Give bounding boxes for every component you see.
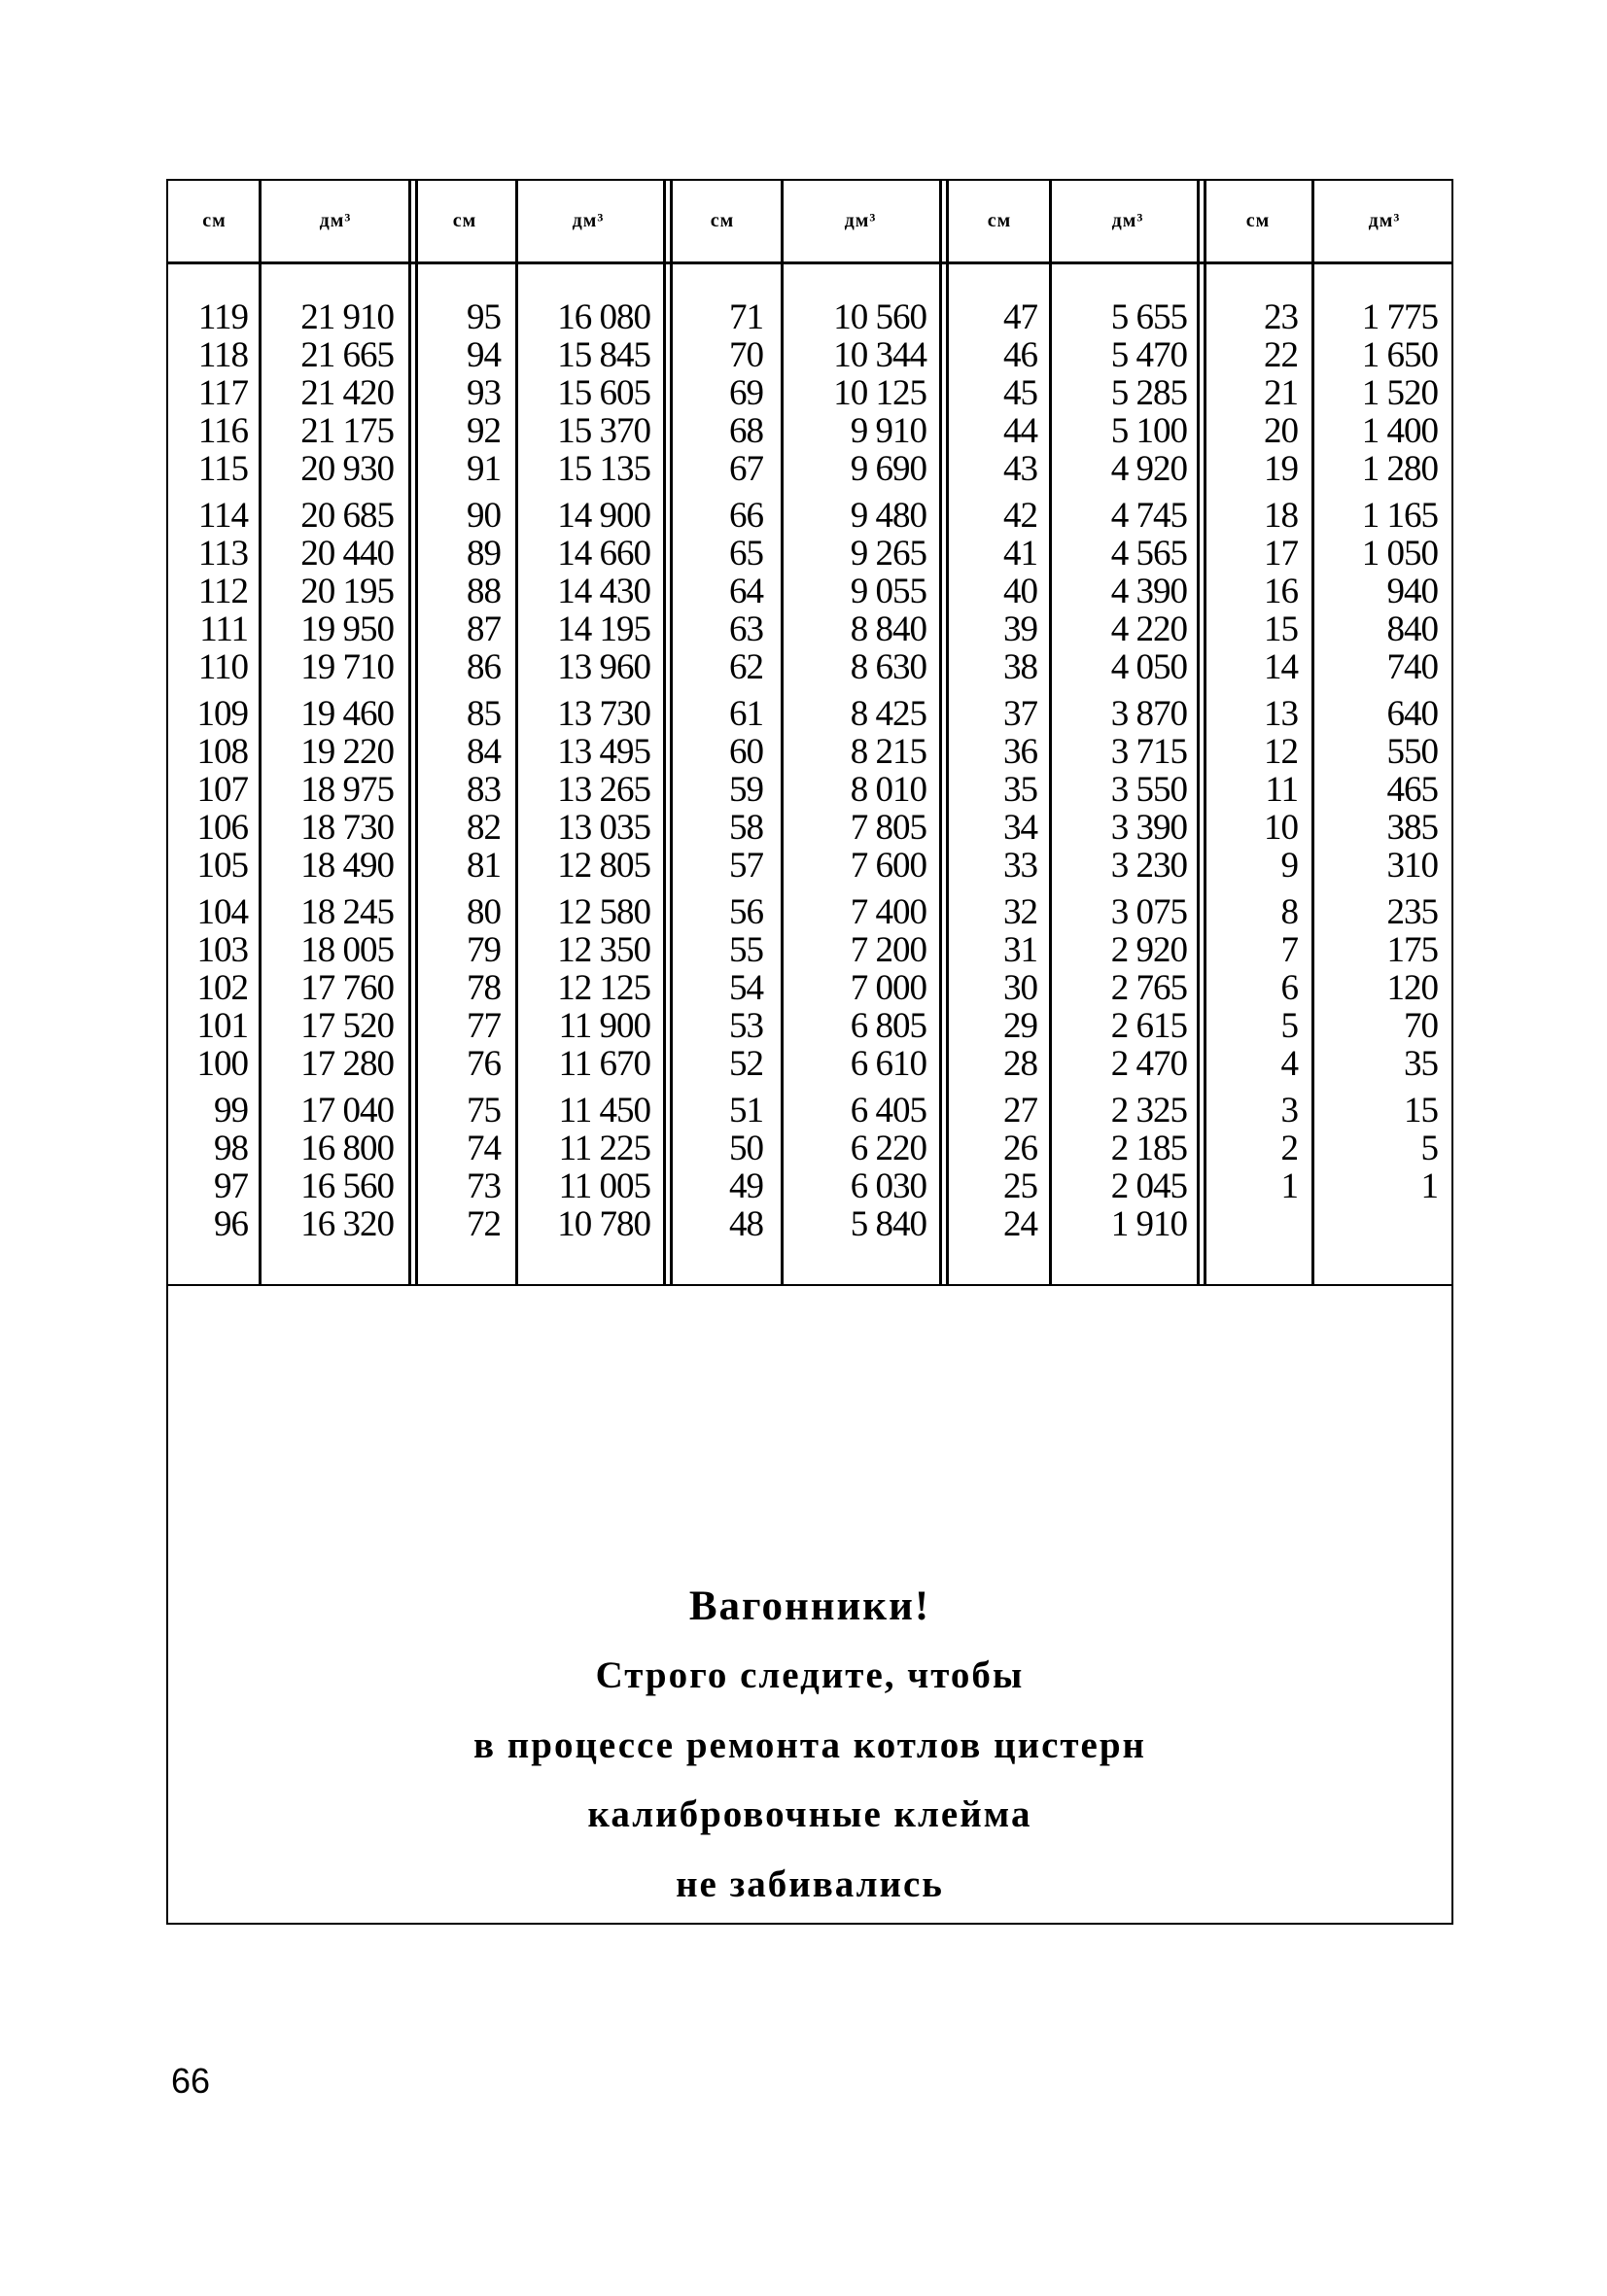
cell-cm: 48 xyxy=(729,1204,763,1244)
header-dm3-1: дм³ xyxy=(319,210,352,231)
cell-dm3: 13 265 xyxy=(557,770,650,810)
cell-cm: 24 xyxy=(1003,1204,1037,1244)
header-cm-4: см xyxy=(987,210,1012,231)
cell-dm3: 16 800 xyxy=(300,1129,394,1168)
cell-cm: 58 xyxy=(729,808,763,848)
cell-cm: 17 xyxy=(1264,534,1298,574)
cell-dm3: 13 730 xyxy=(557,694,650,734)
notice-box xyxy=(168,1286,1451,1925)
cell-dm3: 15 xyxy=(1404,1091,1438,1131)
rule-3 xyxy=(515,181,518,1284)
cell-dm3: 7 200 xyxy=(850,930,926,970)
header-dm3-3: дм³ xyxy=(844,210,877,231)
cell-cm: 95 xyxy=(467,297,501,337)
cell-dm3: 6 220 xyxy=(850,1129,926,1168)
cell-cm: 9 xyxy=(1280,846,1298,886)
cell-cm: 83 xyxy=(467,770,501,810)
cell-dm3: 6 805 xyxy=(850,1006,926,1046)
cell-cm: 101 xyxy=(196,1006,248,1046)
cell-cm: 103 xyxy=(196,930,248,970)
cell-dm3: 20 440 xyxy=(300,534,394,574)
cell-dm3: 11 670 xyxy=(558,1044,650,1084)
cell-cm: 90 xyxy=(467,496,501,536)
cell-cm: 30 xyxy=(1003,968,1037,1008)
cell-dm3: 640 xyxy=(1386,694,1438,734)
cell-cm: 81 xyxy=(467,846,501,886)
cell-cm: 108 xyxy=(196,732,248,772)
cell-dm3: 8 840 xyxy=(850,609,926,649)
cell-cm: 59 xyxy=(729,770,763,810)
rule-8b xyxy=(1204,181,1206,1284)
cell-cm: 22 xyxy=(1264,335,1298,375)
cell-dm3: 18 490 xyxy=(300,846,394,886)
cell-cm: 42 xyxy=(1003,496,1037,536)
cell-dm3: 10 344 xyxy=(833,335,926,375)
cell-dm3: 13 960 xyxy=(557,647,650,687)
rule-7 xyxy=(1049,181,1052,1284)
cell-dm3: 4 390 xyxy=(1110,572,1187,611)
cell-dm3: 840 xyxy=(1386,609,1438,649)
cell-cm: 75 xyxy=(467,1091,501,1131)
cell-cm: 11 xyxy=(1265,770,1298,810)
cell-dm3: 5 840 xyxy=(850,1204,926,1244)
cell-cm: 21 xyxy=(1264,373,1298,413)
cell-cm: 34 xyxy=(1003,808,1037,848)
cell-cm: 71 xyxy=(729,297,763,337)
cell-dm3: 14 900 xyxy=(557,496,650,536)
cell-cm: 111 xyxy=(199,609,248,649)
cell-cm: 47 xyxy=(1003,297,1037,337)
header-cm-1: см xyxy=(202,210,227,231)
cell-cm: 102 xyxy=(196,968,248,1008)
column-cm-1 xyxy=(178,298,248,1243)
cell-dm3: 19 220 xyxy=(300,732,394,772)
cell-dm3: 11 900 xyxy=(558,1006,650,1046)
cell-cm: 27 xyxy=(1003,1091,1037,1131)
cell-dm3: 2 920 xyxy=(1110,930,1187,970)
cell-dm3: 6 030 xyxy=(850,1166,926,1206)
cell-dm3: 1 165 xyxy=(1361,496,1438,536)
cell-cm: 93 xyxy=(467,373,501,413)
cell-cm: 31 xyxy=(1003,930,1037,970)
notice-line-1: Строго следите, чтобы xyxy=(595,1654,1025,1697)
cell-dm3: 12 125 xyxy=(557,968,650,1008)
column-dm3-1 xyxy=(265,298,394,1243)
cell-cm: 26 xyxy=(1003,1129,1037,1168)
cell-dm3: 2 045 xyxy=(1110,1166,1187,1206)
cell-dm3: 35 xyxy=(1404,1044,1438,1084)
cell-dm3: 1 050 xyxy=(1361,534,1438,574)
cell-dm3: 550 xyxy=(1386,732,1438,772)
cell-dm3: 3 870 xyxy=(1110,694,1187,734)
cell-dm3: 15 605 xyxy=(557,373,650,413)
cell-cm: 78 xyxy=(467,968,501,1008)
cell-dm3: 2 185 xyxy=(1110,1129,1187,1168)
cell-dm3: 10 125 xyxy=(833,373,926,413)
cell-cm: 109 xyxy=(196,694,248,734)
column-cm-2 xyxy=(423,298,501,1243)
cell-cm: 60 xyxy=(729,732,763,772)
cell-cm: 84 xyxy=(467,732,501,772)
column-dm3-2 xyxy=(520,298,650,1243)
notice-title: Вагонники! xyxy=(688,1583,931,1629)
cell-cm: 8 xyxy=(1280,892,1298,932)
cell-dm3: 10 780 xyxy=(557,1204,650,1244)
cell-dm3: 2 325 xyxy=(1110,1091,1187,1131)
cell-dm3: 16 080 xyxy=(557,297,650,337)
cell-cm: 6 xyxy=(1280,968,1298,1008)
cell-cm: 39 xyxy=(1003,609,1037,649)
cell-cm: 106 xyxy=(196,808,248,848)
cell-dm3: 17 760 xyxy=(300,968,394,1008)
cell-cm: 28 xyxy=(1003,1044,1037,1084)
cell-cm: 79 xyxy=(467,930,501,970)
cell-dm3: 21 665 xyxy=(300,335,394,375)
cell-dm3: 1 520 xyxy=(1361,373,1438,413)
cell-dm3: 1 400 xyxy=(1361,411,1438,451)
cell-dm3: 6 610 xyxy=(850,1044,926,1084)
cell-dm3: 19 460 xyxy=(300,694,394,734)
cell-cm: 35 xyxy=(1003,770,1037,810)
notice-line-2: в процессе ремонта котлов цистерн xyxy=(472,1723,1147,1766)
cell-cm: 117 xyxy=(197,373,248,413)
cell-cm: 14 xyxy=(1264,647,1298,687)
cell-dm3: 17 520 xyxy=(300,1006,394,1046)
cell-dm3: 465 xyxy=(1386,770,1438,810)
column-cm-4 xyxy=(952,298,1037,1243)
cell-dm3: 8 425 xyxy=(850,694,926,734)
rule-4b xyxy=(670,181,673,1284)
cell-dm3: 2 615 xyxy=(1110,1006,1187,1046)
header-cm-2: см xyxy=(452,210,477,231)
rule-6b xyxy=(946,181,949,1284)
cell-dm3: 1 775 xyxy=(1361,297,1438,337)
cell-cm: 23 xyxy=(1264,297,1298,337)
cell-cm: 18 xyxy=(1264,496,1298,536)
cell-cm: 19 xyxy=(1264,449,1298,489)
cell-dm3: 8 010 xyxy=(850,770,926,810)
cell-cm: 68 xyxy=(729,411,763,451)
cell-cm: 3 xyxy=(1280,1091,1298,1131)
cell-dm3: 9 910 xyxy=(850,411,926,451)
cell-dm3: 21 910 xyxy=(300,297,394,337)
cell-dm3: 15 845 xyxy=(557,335,650,375)
header-cm-5: см xyxy=(1245,210,1271,231)
cell-dm3: 5 655 xyxy=(1110,297,1187,337)
cell-dm3: 15 370 xyxy=(557,411,650,451)
cell-dm3: 7 600 xyxy=(850,846,926,886)
cell-dm3: 7 400 xyxy=(850,892,926,932)
cell-dm3: 120 xyxy=(1386,968,1438,1008)
cell-dm3: 4 920 xyxy=(1110,449,1187,489)
cell-cm: 50 xyxy=(729,1129,763,1168)
calibration-table xyxy=(166,179,1453,1925)
cell-dm3: 5 470 xyxy=(1110,335,1187,375)
cell-cm: 15 xyxy=(1264,609,1298,649)
cell-cm: 64 xyxy=(729,572,763,611)
cell-cm: 7 xyxy=(1280,930,1298,970)
cell-cm: 67 xyxy=(729,449,763,489)
cell-cm: 63 xyxy=(729,609,763,649)
cell-cm: 94 xyxy=(467,335,501,375)
cell-dm3: 16 560 xyxy=(300,1166,394,1206)
cell-cm: 44 xyxy=(1003,411,1037,451)
cell-cm: 91 xyxy=(467,449,501,489)
cell-dm3: 5 100 xyxy=(1110,411,1187,451)
table-header-row xyxy=(168,181,1451,264)
header-cm-3: см xyxy=(710,210,735,231)
cell-dm3: 16 320 xyxy=(300,1204,394,1244)
cell-cm: 61 xyxy=(729,694,763,734)
column-dm3-4 xyxy=(1055,298,1187,1243)
cell-cm: 51 xyxy=(729,1091,763,1131)
cell-cm: 56 xyxy=(729,892,763,932)
cell-dm3: 940 xyxy=(1386,572,1438,611)
notice-line-3: калибровочные клейма xyxy=(587,1793,1032,1836)
cell-cm: 69 xyxy=(729,373,763,413)
column-cm-5 xyxy=(1210,298,1298,1205)
cell-cm: 1 xyxy=(1280,1166,1298,1206)
cell-cm: 88 xyxy=(467,572,501,611)
cell-cm: 113 xyxy=(197,534,248,574)
cell-dm3: 11 450 xyxy=(558,1091,650,1131)
cell-dm3: 18 730 xyxy=(300,808,394,848)
cell-dm3: 7 805 xyxy=(850,808,926,848)
cell-dm3: 235 xyxy=(1386,892,1438,932)
cell-cm: 97 xyxy=(214,1166,248,1206)
cell-cm: 65 xyxy=(729,534,763,574)
cell-cm: 38 xyxy=(1003,647,1037,687)
cell-cm: 99 xyxy=(214,1091,248,1131)
cell-cm: 119 xyxy=(197,297,248,337)
cell-cm: 53 xyxy=(729,1006,763,1046)
notice-line-4: не забивались xyxy=(676,1862,944,1905)
cell-cm: 118 xyxy=(197,335,248,375)
cell-cm: 86 xyxy=(467,647,501,687)
cell-dm3: 15 135 xyxy=(557,449,650,489)
rule-9 xyxy=(1311,181,1314,1284)
cell-cm: 10 xyxy=(1264,808,1298,848)
cell-dm3: 2 470 xyxy=(1110,1044,1187,1084)
cell-cm: 107 xyxy=(196,770,248,810)
rule-4a xyxy=(663,181,666,1284)
cell-dm3: 3 075 xyxy=(1110,892,1187,932)
cell-cm: 16 xyxy=(1264,572,1298,611)
cell-dm3: 14 430 xyxy=(557,572,650,611)
cell-dm3: 8 215 xyxy=(850,732,926,772)
cell-dm3: 20 685 xyxy=(300,496,394,536)
cell-dm3: 4 220 xyxy=(1110,609,1187,649)
cell-cm: 85 xyxy=(467,694,501,734)
cell-dm3: 5 285 xyxy=(1110,373,1187,413)
cell-dm3: 1 910 xyxy=(1110,1204,1187,1244)
cell-dm3: 13 035 xyxy=(557,808,650,848)
cell-cm: 100 xyxy=(196,1044,248,1084)
cell-cm: 37 xyxy=(1003,694,1037,734)
cell-dm3: 175 xyxy=(1386,930,1438,970)
column-dm3-5 xyxy=(1319,298,1438,1205)
cell-cm: 29 xyxy=(1003,1006,1037,1046)
cell-dm3: 14 660 xyxy=(557,534,650,574)
cell-dm3: 8 630 xyxy=(850,647,926,687)
cell-dm3: 2 765 xyxy=(1110,968,1187,1008)
cell-cm: 54 xyxy=(729,968,763,1008)
cell-dm3: 4 565 xyxy=(1110,534,1187,574)
cell-dm3: 20 930 xyxy=(300,449,394,489)
cell-dm3: 20 195 xyxy=(300,572,394,611)
cell-cm: 76 xyxy=(467,1044,501,1084)
cell-cm: 92 xyxy=(467,411,501,451)
cell-cm: 43 xyxy=(1003,449,1037,489)
cell-dm3: 9 690 xyxy=(850,449,926,489)
cell-dm3: 1 xyxy=(1420,1166,1438,1206)
cell-cm: 72 xyxy=(467,1204,501,1244)
cell-dm3: 9 480 xyxy=(850,496,926,536)
cell-dm3: 21 175 xyxy=(300,411,394,451)
cell-dm3: 3 550 xyxy=(1110,770,1187,810)
rule-2b xyxy=(415,181,418,1284)
cell-cm: 66 xyxy=(729,496,763,536)
cell-dm3: 19 950 xyxy=(300,609,394,649)
cell-dm3: 70 xyxy=(1404,1006,1438,1046)
cell-dm3: 17 040 xyxy=(300,1091,394,1131)
cell-cm: 49 xyxy=(729,1166,763,1206)
cell-cm: 98 xyxy=(214,1129,248,1168)
cell-dm3: 310 xyxy=(1386,846,1438,886)
cell-dm3: 18 245 xyxy=(300,892,394,932)
header-dm3-4: дм³ xyxy=(1111,210,1144,231)
cell-cm: 116 xyxy=(197,411,248,451)
cell-dm3: 4 050 xyxy=(1110,647,1187,687)
cell-cm: 55 xyxy=(729,930,763,970)
column-cm-3 xyxy=(678,298,763,1243)
rule-1 xyxy=(259,181,262,1284)
rule-6a xyxy=(939,181,942,1284)
cell-dm3: 13 495 xyxy=(557,732,650,772)
rule-8a xyxy=(1197,181,1200,1284)
cell-cm: 20 xyxy=(1264,411,1298,451)
cell-cm: 80 xyxy=(467,892,501,932)
cell-cm: 46 xyxy=(1003,335,1037,375)
cell-dm3: 5 xyxy=(1420,1129,1438,1168)
cell-cm: 36 xyxy=(1003,732,1037,772)
header-dm3-2: дм³ xyxy=(572,210,605,231)
cell-dm3: 17 280 xyxy=(300,1044,394,1084)
cell-dm3: 14 195 xyxy=(557,609,650,649)
cell-dm3: 18 005 xyxy=(300,930,394,970)
cell-dm3: 3 390 xyxy=(1110,808,1187,848)
cell-cm: 82 xyxy=(467,808,501,848)
cell-cm: 41 xyxy=(1003,534,1037,574)
cell-cm: 110 xyxy=(197,647,248,687)
cell-dm3: 11 225 xyxy=(558,1129,650,1168)
cell-cm: 77 xyxy=(467,1006,501,1046)
cell-cm: 74 xyxy=(467,1129,501,1168)
rule-5 xyxy=(781,181,784,1284)
cell-dm3: 18 975 xyxy=(300,770,394,810)
cell-dm3: 12 805 xyxy=(557,846,650,886)
cell-cm: 45 xyxy=(1003,373,1037,413)
cell-dm3: 4 745 xyxy=(1110,496,1187,536)
cell-dm3: 10 560 xyxy=(833,297,926,337)
cell-cm: 105 xyxy=(196,846,248,886)
column-dm3-3 xyxy=(790,298,926,1243)
cell-dm3: 12 580 xyxy=(557,892,650,932)
cell-cm: 33 xyxy=(1003,846,1037,886)
cell-dm3: 19 710 xyxy=(300,647,394,687)
cell-cm: 87 xyxy=(467,609,501,649)
cell-dm3: 11 005 xyxy=(558,1166,650,1206)
cell-dm3: 6 405 xyxy=(850,1091,926,1131)
cell-dm3: 9 265 xyxy=(850,534,926,574)
cell-dm3: 385 xyxy=(1386,808,1438,848)
cell-cm: 13 xyxy=(1264,694,1298,734)
cell-cm: 5 xyxy=(1280,1006,1298,1046)
cell-cm: 112 xyxy=(197,572,248,611)
page-number: 66 xyxy=(171,2061,211,2101)
cell-cm: 32 xyxy=(1003,892,1037,932)
header-dm3-5: дм³ xyxy=(1368,210,1401,231)
cell-dm3: 21 420 xyxy=(300,373,394,413)
cell-cm: 73 xyxy=(467,1166,501,1206)
cell-cm: 114 xyxy=(197,496,248,536)
cell-cm: 52 xyxy=(729,1044,763,1084)
cell-cm: 25 xyxy=(1003,1166,1037,1206)
cell-dm3: 7 000 xyxy=(850,968,926,1008)
cell-dm3: 3 715 xyxy=(1110,732,1187,772)
cell-dm3: 740 xyxy=(1386,647,1438,687)
cell-cm: 70 xyxy=(729,335,763,375)
cell-cm: 2 xyxy=(1280,1129,1298,1168)
cell-cm: 96 xyxy=(214,1204,248,1244)
cell-cm: 40 xyxy=(1003,572,1037,611)
cell-cm: 115 xyxy=(197,449,248,489)
cell-cm: 89 xyxy=(467,534,501,574)
cell-cm: 4 xyxy=(1280,1044,1298,1084)
cell-dm3: 1 280 xyxy=(1361,449,1438,489)
cell-cm: 57 xyxy=(729,846,763,886)
cell-dm3: 9 055 xyxy=(850,572,926,611)
rule-2a xyxy=(408,181,411,1284)
cell-cm: 12 xyxy=(1264,732,1298,772)
cell-cm: 62 xyxy=(729,647,763,687)
cell-cm: 104 xyxy=(196,892,248,932)
cell-dm3: 12 350 xyxy=(557,930,650,970)
cell-dm3: 3 230 xyxy=(1110,846,1187,886)
cell-dm3: 1 650 xyxy=(1361,335,1438,375)
